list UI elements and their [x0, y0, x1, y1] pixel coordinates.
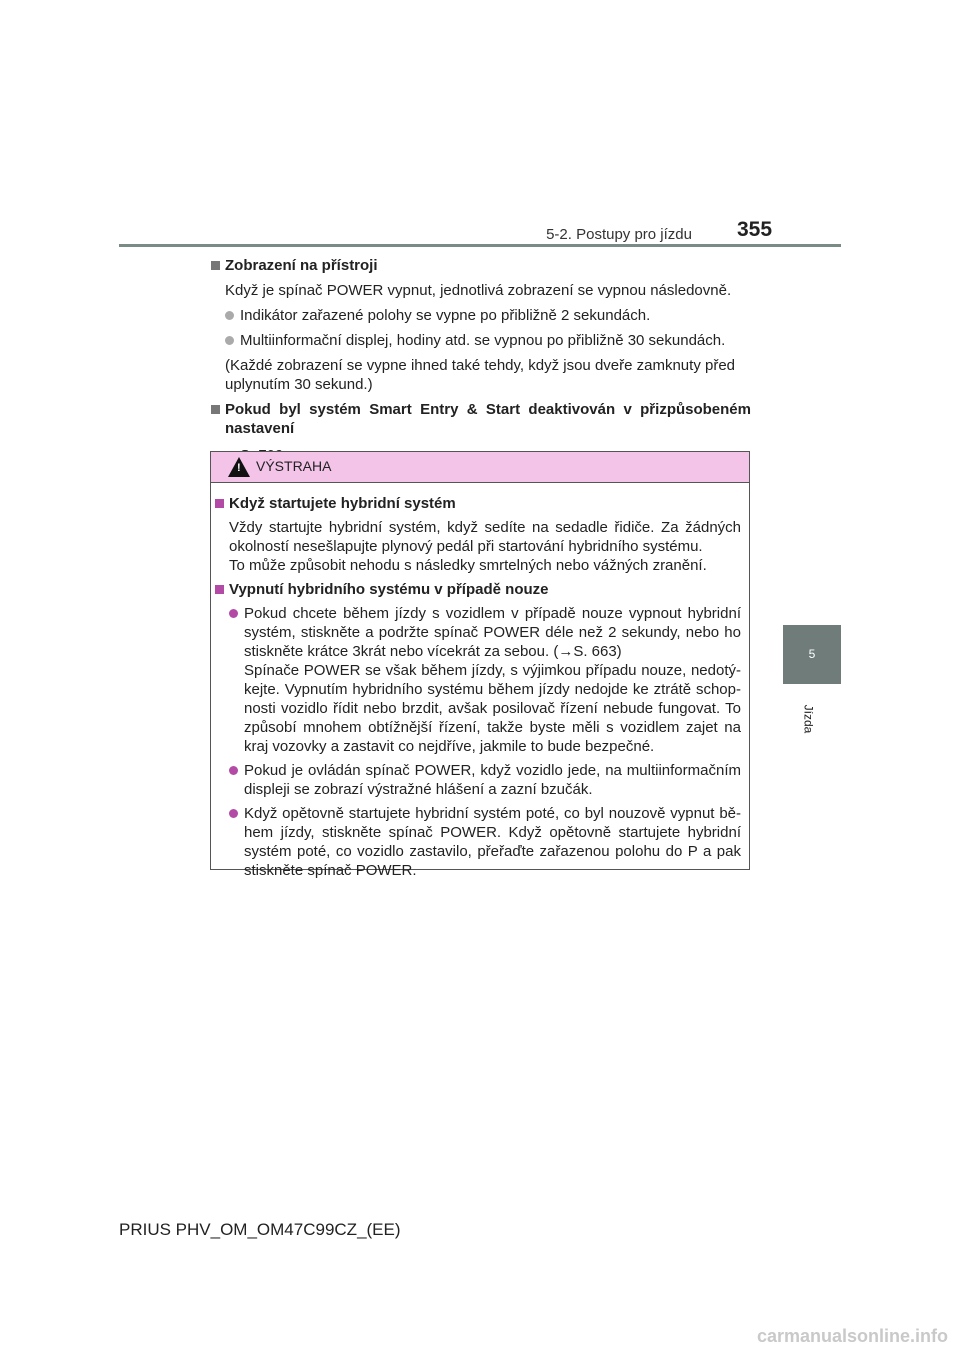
- header-divider: [119, 244, 841, 247]
- chapter-tab[interactable]: 5: [783, 625, 841, 684]
- warning-box: [210, 451, 750, 879]
- circle-bullet-icon: [225, 311, 234, 320]
- warning-paragraph: Vždy startujte hybridní systém, když sedíte na sedadle řidiče. Za žádných okolností nesešlapujte plynový pedál při startování hybridního systému. To může způsobit nehodu s následky smrtelných nebo vážných zranění.: [229, 519, 741, 574]
- warning-list-item: Pokud chcete během jízdy s vozidlem v případě nouze vypnout hybridní systém, stiskněte a podržte spínač POWER déle než 2 sekundy, nebo ho stiskněte krátce 3krát nebo vícekrát za sebou. (→S. 663) Spínače POWER se však během jízdy, s výjimkou případu nouze, nedotý- kejte. Vypnutím hybridního systému během jízdy nedojde ke ztrátě schop- nosti vozidlo řídit nebo brzdit, avšak posilovač řízení nebude fungovat. To způsobí mnohem obtížnější řízení, takže byste měli s vozidlem zajet na kraj vozovky a zastavit co nejdříve, jakmile to bude bezpečné.: [215, 604, 741, 756]
- list-item: Multiinformační displej, hodiny atd. se vypnou po přibližně 30 sekundách.: [211, 331, 751, 350]
- warning-list-item: Pokud je ovládán spínač POWER, když vozidlo jede, na multiinformačním displeji se zobrazí výstražné hlášení a zazní bzučák.: [215, 761, 741, 799]
- circle-bullet-icon: [229, 766, 238, 775]
- list-item: Indikátor zařazené polohy se vypne po přibližně 2 sekundách.: [211, 306, 751, 325]
- circle-bullet-icon: [229, 809, 238, 818]
- warning-heading: Vypnutí hybridního systému v případě nouze: [215, 580, 741, 599]
- paragraph: Když je spínač POWER vypnut, jednotlivá zobrazení se vypnou následovně.: [225, 282, 732, 299]
- circle-bullet-icon: [225, 336, 234, 345]
- page-header: [0, 0, 960, 270]
- warning-heading: Když startujete hybridní systém: [215, 494, 741, 513]
- circle-bullet-icon: [229, 609, 238, 618]
- note-paragraph: (Každé zobrazení se vypne ihned také tehdy, když jsou dveře zamknuty před uplynutím 30 sekund.): [225, 357, 736, 393]
- square-bullet-icon: [211, 261, 220, 270]
- warning-title: VÝSTRAHA: [256, 458, 332, 474]
- square-bullet-icon: [211, 405, 220, 414]
- watermark: carmanualsonline.info: [756, 1326, 948, 1346]
- warning-body: [211, 483, 749, 880]
- main-content: [211, 256, 751, 471]
- chapter-label-text: Jízda: [801, 704, 816, 734]
- section-heading: Zobrazení na přístroji: [211, 256, 751, 275]
- section-heading: Pokud byl systém Smart Entry & Start deaktivován v přizpůsobeném nastavení: [211, 400, 751, 438]
- chapter-label: [801, 690, 820, 750]
- exclamation-icon: !: [237, 462, 241, 474]
- square-bullet-icon: [215, 585, 224, 594]
- document-code: PRIUS PHV_OM_OM47C99CZ_(EE): [119, 1220, 401, 1239]
- section-label: 5-2. Postupy pro jízdu: [546, 226, 692, 243]
- warning-header: [211, 452, 749, 483]
- warning-list-item: Když opětovně startujete hybridní systém poté, co byl nouzově vypnut bě- hem jízdy, stiskněte spínač POWER. Když opětovně startujete hybridní systém poté, co vozidlo zastavilo, přeřaďte zařazenou polohu do P a pak stiskněte spínač POWER.: [215, 804, 741, 880]
- page-number: 355: [737, 218, 773, 241]
- square-bullet-icon: [215, 499, 224, 508]
